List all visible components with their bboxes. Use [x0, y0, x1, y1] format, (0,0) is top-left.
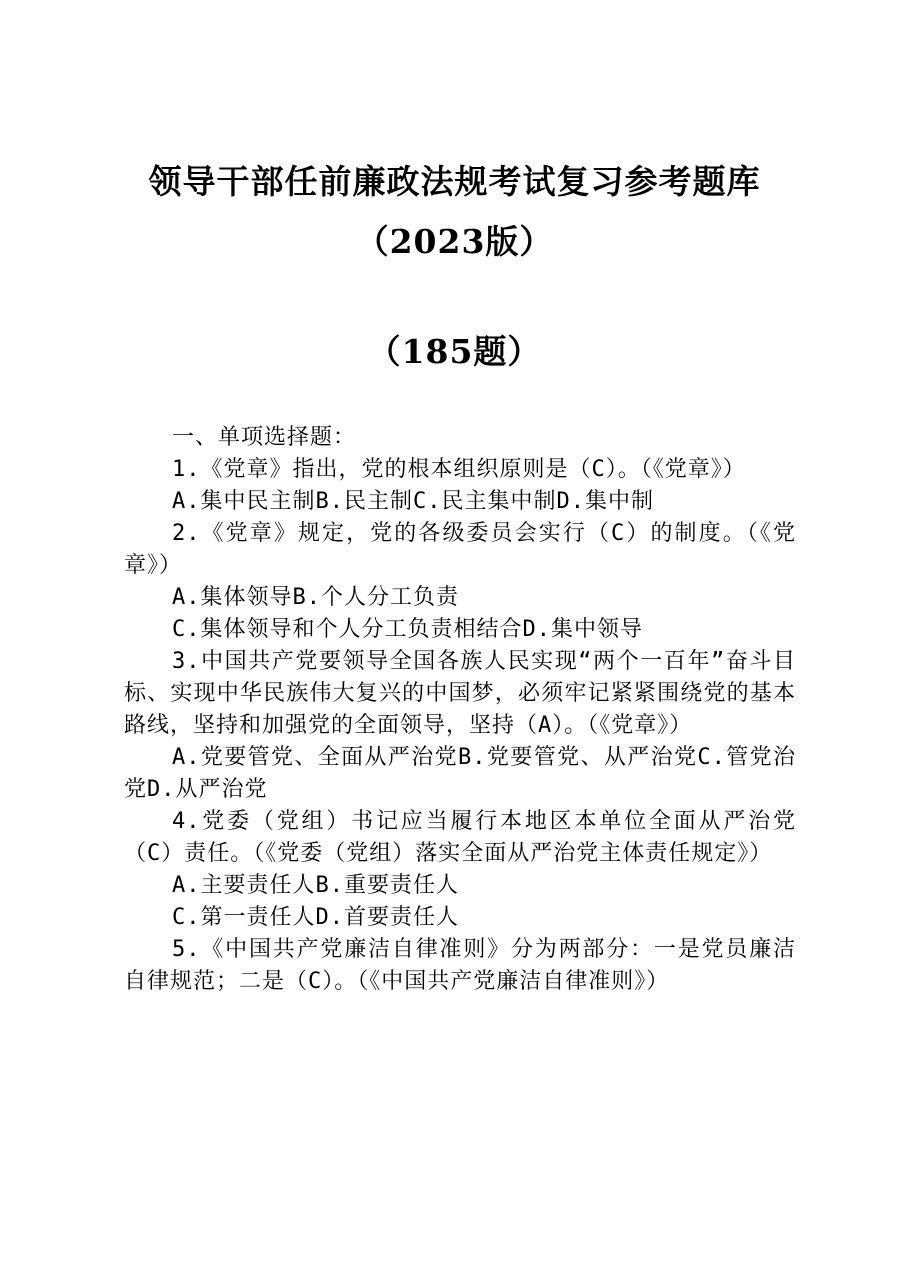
document-body [124, 422, 796, 998]
question-4-options-a: A.主要责任人B.重要责任人 [172, 873, 459, 898]
document-title: 领导干部任前廉政法规考试复习参考题库 [148, 162, 761, 201]
question-1: 1.《党章》指出，党的根本组织原则是（C）。（《党章》） [172, 457, 746, 482]
document-question-count: （185题） [367, 332, 542, 371]
question-3-options: A.党要管党、全面从严治党B.党要管党、从严治党C.管党治党D.从严治党 [124, 745, 796, 802]
question-2-options-b: C.集体领导和个人分工负责相结合D.集中领导 [172, 617, 643, 642]
question-4-options-b: C.第一责任人D.首要责任人 [172, 905, 459, 930]
question-5: 5.《中国共产党廉洁自律准则》分为两部分：一是党员廉洁自律规范；二是（C）。（《中国共产党廉洁自律准则》） [124, 937, 796, 994]
question-1-options: A.集中民主制B.民主制C.民主集中制D.集中制 [172, 489, 654, 514]
question-3: 3.中国共产党要领导全国各族人民实现“两个一百年”奋斗目标、实现中华民族伟大复兴的中国梦，必须牢记紧紧围绕党的基本路线，坚持和加强党的全面领导，坚持（A）。（《党章》） [124, 649, 796, 738]
document-edition: （2023版） [355, 222, 554, 261]
question-2-options-a: A.集体领导B.个人分工负责 [172, 585, 459, 610]
question-2: 2.《党章》规定，党的各级委员会实行（C）的制度。（《党章》） [124, 521, 796, 578]
section-heading: 一、单项选择题： [172, 425, 357, 450]
question-4: 4.党委（党组）书记应当履行本地区本单位全面从严治党（C）责任。（《党委（党组）落实全面从严治党主体责任规定》） [124, 809, 796, 866]
